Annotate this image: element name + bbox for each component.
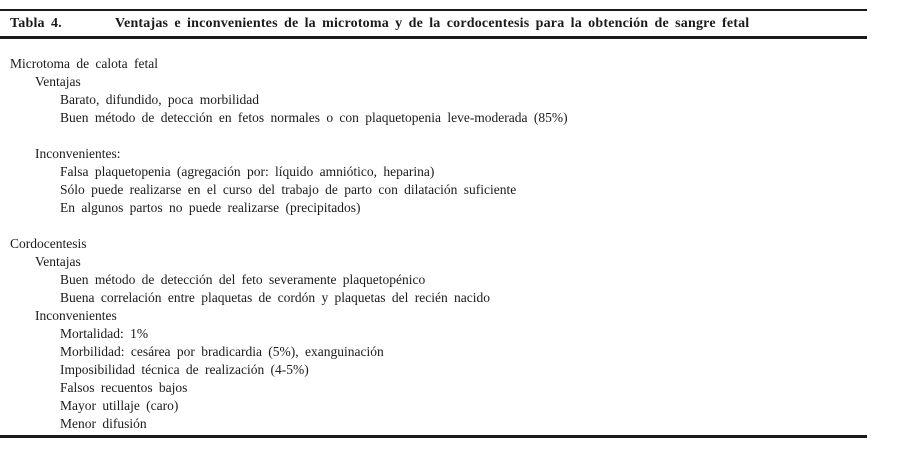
table-item: Mayor utillaje (caro) [60,398,179,413]
group-subheading: Inconvenientes [35,308,117,323]
table-caption [10,14,860,34]
table-item: Sólo puede realizarse en el curso del trabajo de parto con dilatación suficiente [60,182,517,197]
table-item: Buen método de detección del feto severamente plaquetopénico [60,272,426,287]
table-title: Ventajas e inconvenientes de la microtoma y de la cordocentesis para la obtención de sangre fetal [115,16,750,31]
table-item: Barato, difundido, poca morbilidad [60,92,259,107]
table-label: Tabla 4. [10,16,62,31]
table-item: Menor difusión [60,416,147,431]
group-subheading: Ventajas [35,74,81,89]
table-item: Morbilidad: cesárea por bradicardia (5%), exanguinación [60,344,384,359]
section-heading: Cordocentesis [10,236,87,251]
section-heading: Microtoma de calota fetal [10,56,158,71]
caption-rule [0,36,867,39]
table-body [10,55,890,433]
blank-line [10,127,890,145]
table-item: Buen método de detección en fetos normales o con plaquetopenia leve-moderada (85%) [60,110,568,125]
group-subheading: Ventajas [35,254,81,269]
table-item: En algunos partos no puede realizarse (precipitados) [60,200,361,215]
group-subheading: Inconvenientes: [35,146,121,161]
bottom-rule [0,435,867,438]
blank-line [10,217,890,235]
top-rule [0,9,867,11]
table-item: Buena correlación entre plaquetas de cordón y plaquetas del recién nacido [60,290,491,305]
table-item: Falsos recuentos bajos [60,380,188,395]
table-item: Falsa plaquetopenia (agregación por: líquido amniótico, heparina) [60,164,435,179]
table-item: Mortalidad: 1% [60,326,149,341]
table-item: Imposibilidad técnica de realización (4-5%) [60,362,309,377]
